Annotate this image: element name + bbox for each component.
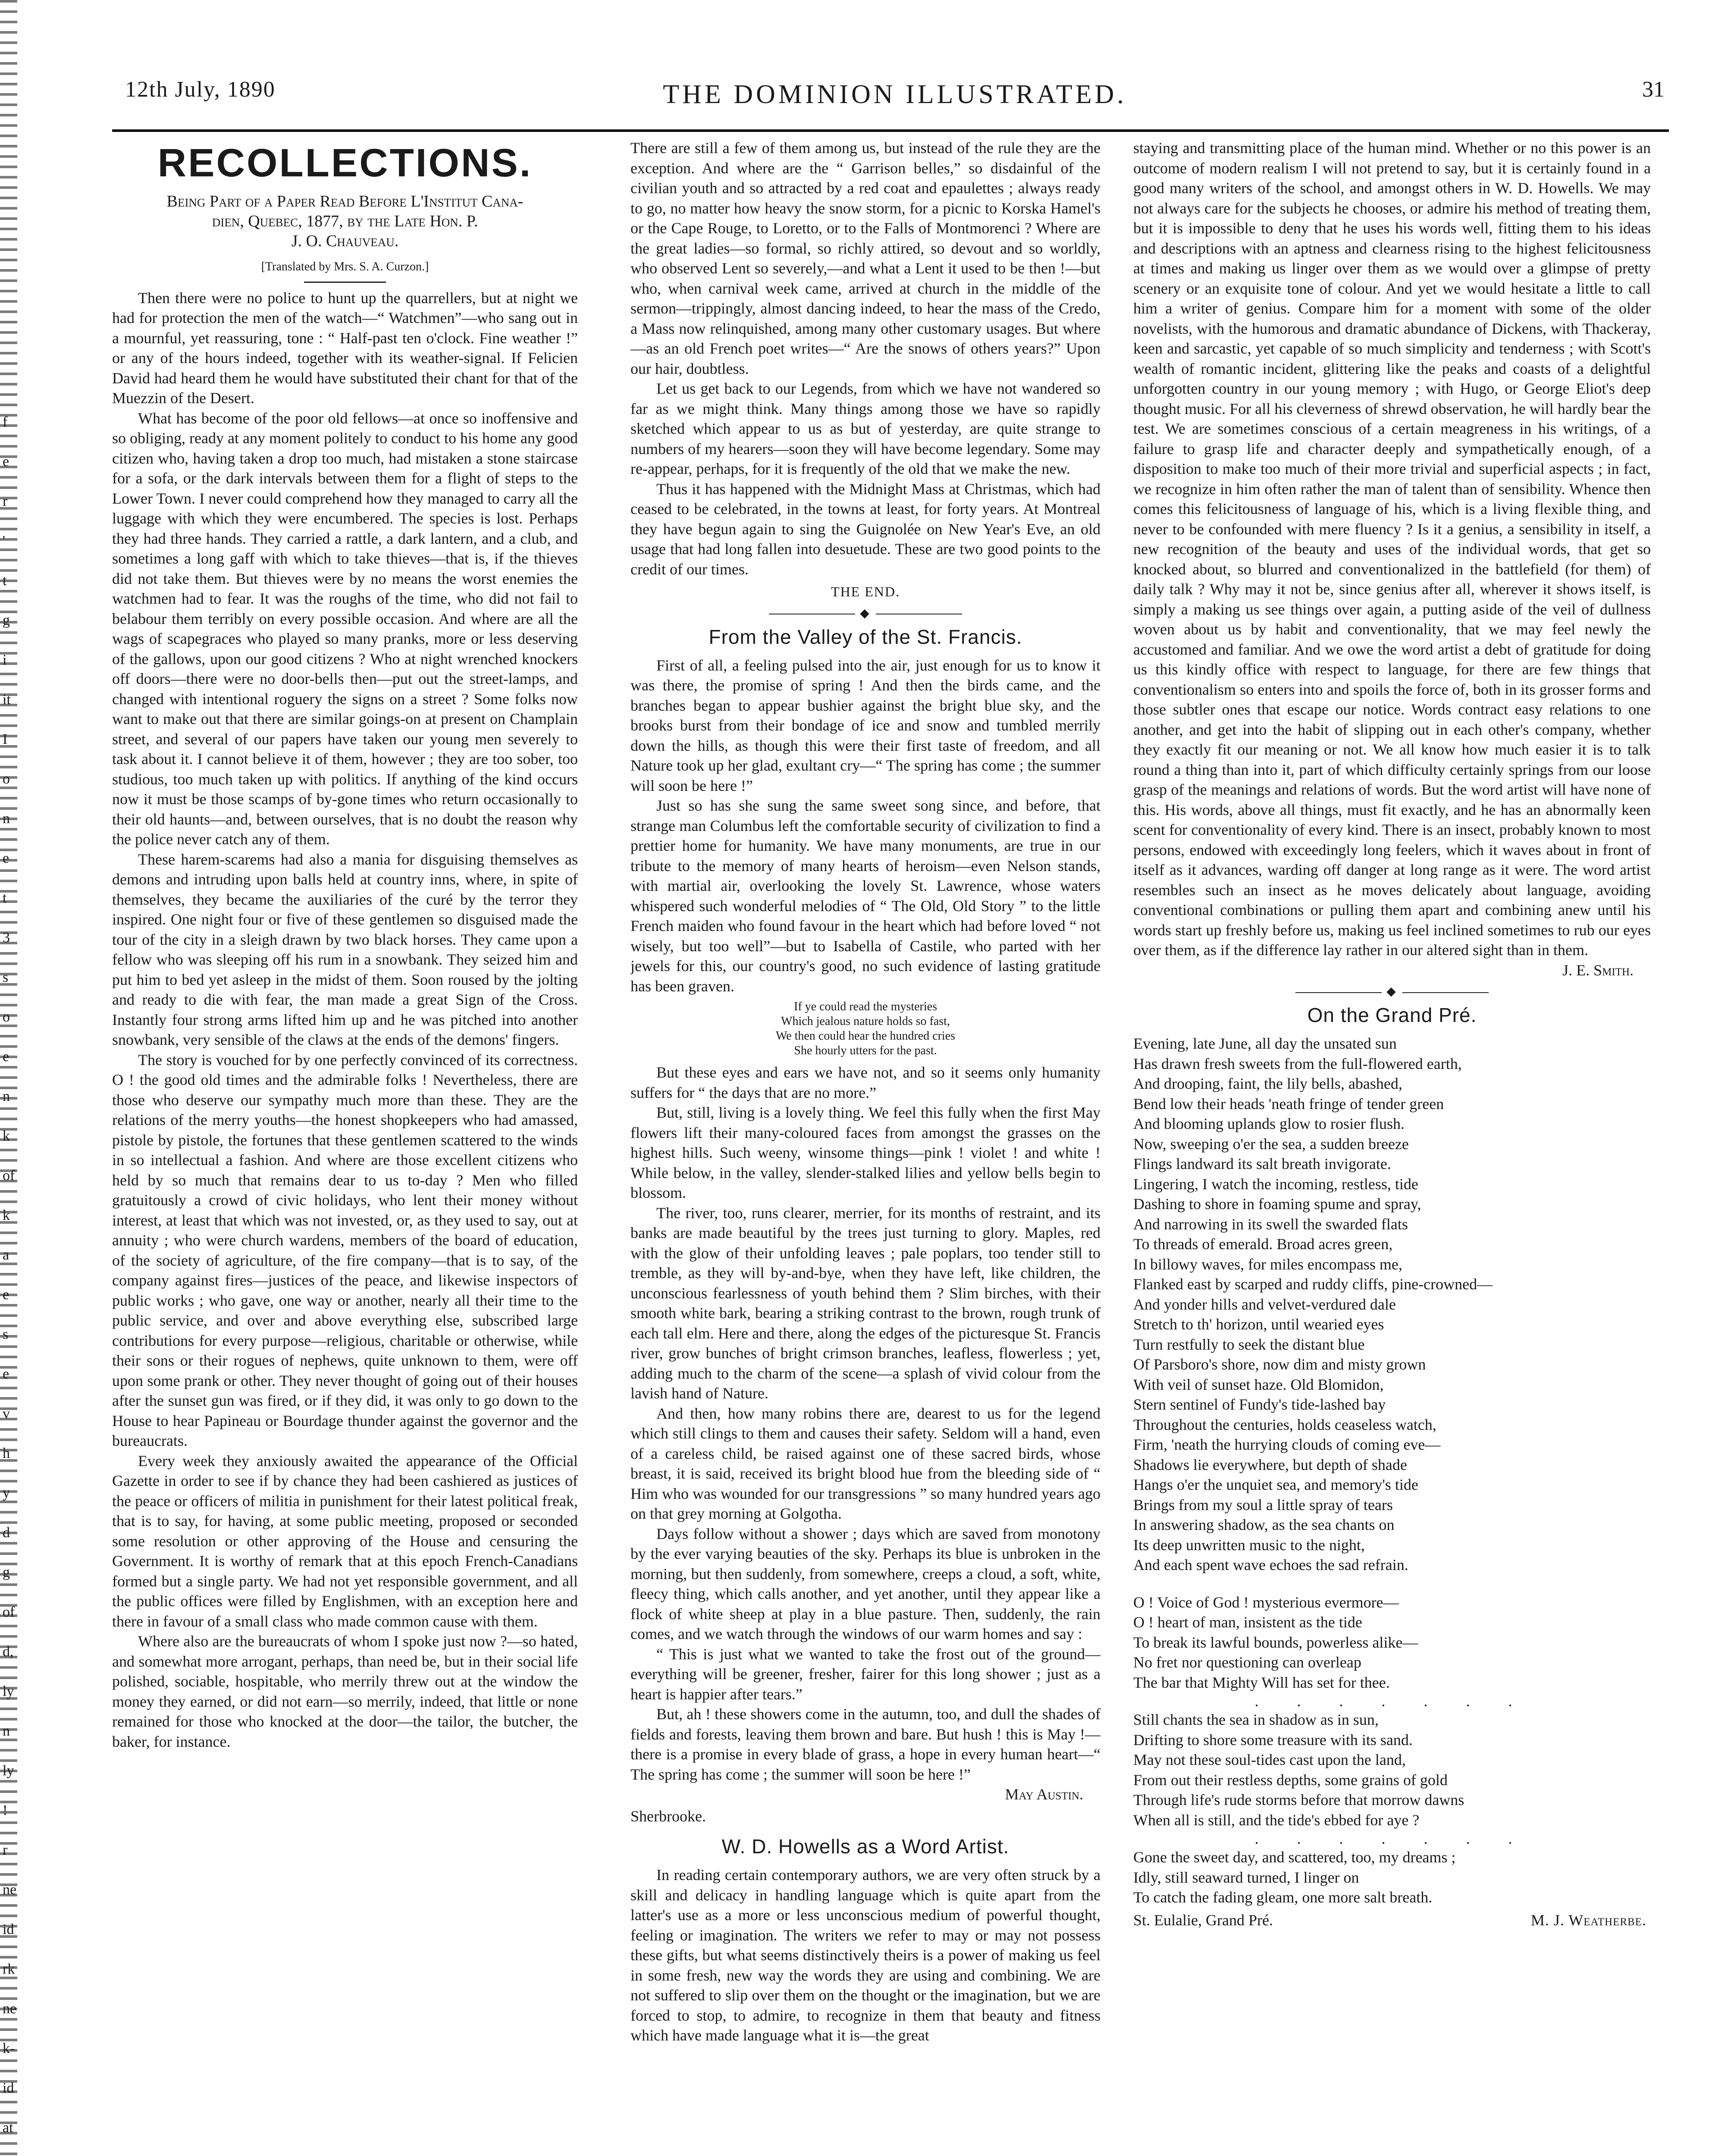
poem-line: To catch the fading gleam, one more salt breath.	[1133, 1889, 1433, 1906]
poem-line: Through life's rude storms before that morrow dawns	[1133, 1791, 1464, 1808]
poem-stanza-1	[1133, 1034, 1651, 1575]
margin-fragment: g	[3, 1564, 10, 1580]
poem-line: And yonder hills and velvet-verdured dale	[1133, 1295, 1396, 1313]
margin-fragment: r	[3, 1842, 8, 1858]
rule	[304, 282, 386, 283]
poem-line: Now, sweeping o'er the sea, a sudden breeze	[1133, 1135, 1409, 1153]
poem-stanza-3	[1133, 1710, 1651, 1830]
poem-line: Turn restfully to seek the distant blue	[1133, 1335, 1365, 1353]
poem-line: Its deep unwritten music to the night,	[1133, 1536, 1365, 1554]
margin-fragment: d,	[3, 1644, 14, 1660]
poem-signature	[1133, 1910, 1651, 1930]
margin-fragment: id	[3, 2080, 14, 2096]
margin-fragment: e	[3, 454, 9, 470]
poem-line: Hangs o'er the unquiet sea, and memory's tide	[1133, 1476, 1418, 1493]
margin-fragment: it	[3, 692, 11, 708]
margin-fragment: of	[3, 1604, 15, 1620]
column-2	[630, 138, 1101, 2156]
margin-fragment: of	[3, 1168, 15, 1184]
margin-fragment: n	[3, 811, 10, 827]
margin-fragment: n	[3, 1088, 10, 1104]
margin-fragment: at	[3, 2120, 13, 2136]
place-sherbrooke: Sherbrooke.	[630, 1807, 706, 1825]
masthead-title: THE DOMINION ILLUSTRATED.	[663, 80, 1127, 109]
poem-line: Gone the sweet day, and scattered, too, my dreams ;	[1133, 1849, 1456, 1866]
subtitle-line: J. O. Chauveau.	[291, 232, 399, 250]
ellipsis-dots: . . . . . . .	[1254, 1692, 1530, 1710]
author-may-austin: May Austin.	[1005, 1786, 1083, 1803]
margin-fragment: k	[3, 1128, 10, 1144]
paragraph: And then, how many robins there are, dearest to us for the legend which still clings to them and causes their safety. Seldom will a hand, even of a careless child, be raised against one of these sacred birds, whose breast, it is said, received its bright blood hue from the bleeding side of “ Him who was wounded for our transgressions ” so many hundred years ago on that grey morning at Golgotha.	[630, 1404, 1101, 1522]
poem-line: Shadows lie everywhere, but depth of shade	[1133, 1456, 1407, 1473]
margin-fragment: e	[3, 1049, 9, 1065]
quote-line: If ye could read the mysteries	[794, 1000, 937, 1013]
poem-line: Still chants the sea in shadow as in sun,	[1133, 1711, 1379, 1728]
paragraph: There are still a few of them among us, but instead of the rule they are the exception. And where are the “ Garrison belles,” so disdainful of the civilian youth and so attracted by a red coat and epaulettes ; always ready to go, no matter how heavy the snow storm, for a picnic to Korska Hamel's or the Cape Rouge, to Loretto, or to the Falls of Montmorenci ? Where are the great ladies—so formal, so richly attired, so devout and so worldly, who observed Lent so severely,—and what a Lent it used to be then !—but who, when carnival week came, arrived at church in the middle of the sermon—trippingly, almost dancing indeed, to hear the mass of the Credo, a Mass now relinquished, among many other customary usages. But where—as an old French poet writes—“ Are the snows of others years?” Upon our hair, doubtless.	[630, 139, 1101, 377]
paragraph: Days follow without a shower ; days which are saved from monotony by the ever varying beauties of the sky. Perhaps its blue is unbroken in the morning, but then suddenly, from somewhere, creeps a cloud, a soft, white, fleecy thing, which calls another, and yet another, until they appear like a flock of white sheep at play in a blue pasture. Then, suddenly, the rain comes, and we watch through the windows of our warm homes and say :	[630, 1525, 1101, 1642]
poem-line: Throughout the centuries, holds ceaseless watch,	[1133, 1416, 1436, 1433]
paragraph: The story is vouched for by one perfectly convinced of its correctness. O ! the good old times and the admirable folks ! Nevertheless, there are those who deserve our sympathy much more than these. They are the relations of the merry youths—the honest shopkeepers who had amassed, pistole by pistole, the fortunes that these gentlemen scattered to the winds in so intellectual a fashion. And where are those excellent citizens who held by so much that remains dear to us to-day ? Men who filled gratuitously a crowd of civic holidays, who lent their money without interest, at least that which was not invested, or, as they used to say, out at annuity ; who were church wardens, members of the board of education, of the society of agriculture, of the fire company—that is to say, of the company against fires—justices of the peace, and likewise inspectors of public works ; who gave, one way or another, nearly all their time to the public service, and over and above everything else, subscribed large contributions for every purpose—religious, charitable or otherwise, while their sons or their rogues of nephews, quite unknown to them, were off upon some prank or other. They never thought of going out of their houses after the sunset gun was fired, or if they did, it was only to go down to the House to hear Papineau or Bourdage thunder against the governor and the bureaucrats.	[112, 1051, 578, 1449]
margin-fragment: s	[3, 1326, 9, 1342]
poem-line: Stretch to th' horizon, until wearied eyes	[1133, 1316, 1384, 1333]
ornament-divider: ◆	[630, 604, 1101, 617]
poem-stanza-2	[1133, 1592, 1651, 1693]
poem-stanza-4	[1133, 1847, 1651, 1908]
poem-line: O ! heart of man, insistent as the tide	[1133, 1614, 1362, 1631]
paragraph: Just so has she sung the same sweet song since, and before, that strange man Columbus left the comfortable security of civilization to find a prettier home for humanity. We have many monuments, are true in our tribute to the memory of many hearts of heroism—even Nelson stands, with martial air, overlooking the lovely St. Lawrence, whose waters whispered such wonderful melodies of “ The Old, Old Story ” to the little French maiden who found favour in the heart which had before loved “ not wisely, but too well”—but to Isabella of Castile, who parted with her jewels for this, our country's good, no such evidence of lasting gratitude has been graven.	[630, 797, 1101, 995]
margin-fragment: e	[3, 1366, 9, 1382]
poem-line: When all is still, and the tide's ebbed for aye ?	[1133, 1811, 1420, 1829]
quote-line: She hourly utters for the past.	[794, 1044, 937, 1057]
poem-line: And each spent wave echoes the sad refrain.	[1133, 1556, 1408, 1573]
margin-fragment: s	[3, 969, 9, 985]
margin-fragment: k	[3, 1207, 10, 1223]
paragraph: These harem-scarems had also a mania for disguising themselves as demons and intruding upon balls held at country inns, where, in spite of themselves, they became the auxiliaries of the curé by the terror they inspired. One night four or five of these gentlemen so disguised made the tour of the city in a sleigh drawn by two black horses. They came upon a fellow who was sleeping off his rum in a snowbank. They seized him and put him to bed yet asleep in the midst of them. Soon roused by the jolting and ready to die with fear, the man made a great Sign of the Cross. Instantly four strong arms lifted him up and he was pitched into another snowbank, very sensible of the claws at the ends of the demons' fingers.	[112, 850, 578, 1048]
paragraph: Then there were no police to hunt up the quarrellers, but at night we had for protection the men of the watch—“ Watchmen”—who sang out in a mournful, yet reassuring, tone : “ Half-past ten o'clock. Fine weather !” or any of the hours indeed, together with its weather-signal. If Felicien David had heard them he would have substituted their chant for that of the Muezzin of the Desert.	[112, 289, 578, 407]
margin-fragment: ly	[3, 1763, 14, 1779]
margin-fragment: '	[3, 533, 6, 549]
paragraph: First of all, a feeling pulsed into the air, just enough for us to know it was there, the promise of spring ! And then the birds came, and the branches began to appear bushier against the bright blue sky, and the brooks burst from their bondage of ice and snow and tumbled merrily down the hills, as though this were their first taste of freedom, and all Nature took up her glad, exultant cry—“ The spring has come ; the summer will soon be here !”	[630, 656, 1101, 794]
poem-line: O ! Voice of God ! mysterious evermore—	[1133, 1593, 1399, 1611]
poem-line: May not these soul-tides cast upon the land,	[1133, 1751, 1406, 1768]
poem-line: In billowy waves, for miles encompass me,	[1133, 1255, 1402, 1273]
paragraph: But these eyes and ears we have not, and so it seems only humanity suffers for “ the days that are no more.”	[630, 1064, 1101, 1101]
margin-fragment: ly	[3, 1683, 14, 1699]
margin-fragment: t	[3, 573, 7, 589]
paragraph: What has become of the poor old fellows—at once so inoffensive and so obliging, ready at any moment politely to conduct to his home any good citizen who, having taken a drop too much, had mistaken a stone staircase for a sofa, or the dark intervals between them for a flight of steps to the Lower Town. I never could comprehend how they managed to carry all the luggage with which they were encumbered. The species is lost. Perhaps they had three hands. They carried a rattle, a dark lantern, and a club, and sometimes a long gaff with which to take thieves—that is, if the thieves did not take them. But thieves were by no means the worst enemies the watchmen had to fear. It was the roughs of the time, who did not fail to belabour them terribly on every possible occasion. And where are all the wags of scapegraces who played so many pranks, more or less deserving of the gallows, upon our good citizens ? Who at night wrenched knockers off doors—there were no door-bells then—put out the street-lamps, and changed with intentional roguery the signs on a street ? Some folks now want to make out that there are similar goings-on at present on Champlain street, and several of our papers have taken our young men severely to task about it. I cannot believe it of them, however ; they are too sober, too studious, too much taken up with politics. If anything of the kind occurs now it must be those scamps of by-gone times who return occasionally to their old haunts—and, between ourselves, that is no doubt the reason why the police never catch any of them.	[112, 409, 578, 848]
translator-note: [Translated by Mrs. S. A. Curzon.]	[261, 260, 429, 273]
column-3	[1133, 138, 1651, 2156]
poem-line: Brings from my soul a little spray of tears	[1133, 1496, 1393, 1514]
poem-line: Firm, 'neath the hurrying clouds of coming eve—	[1133, 1436, 1441, 1453]
margin-fragment: f	[3, 414, 8, 430]
margin-fragment: I	[3, 731, 8, 747]
poem-line: No fret nor questioning can overleap	[1133, 1654, 1361, 1671]
poem-line: To threads of emerald. Broad acres green,	[1133, 1235, 1393, 1253]
poem-line: Has drawn fresh sweets from the full-flowered earth,	[1133, 1055, 1462, 1072]
paragraph: Let us get back to our Legends, from which we have not wandered so far as we might think. Many things among those we have so rapidly sketched which appear to us as but of yesterday, are quite strange to numbers of my hearers—soon they will have become legendary. Some may re-appear, perhaps, for it is frequently of the old that we make the new.	[630, 380, 1101, 477]
verse-quote	[630, 1000, 1101, 1058]
margin-fragment: n	[3, 1723, 10, 1739]
left-margin-bleed	[0, 0, 17, 2156]
margin-fragment: i	[3, 652, 7, 668]
header-date: 12th July, 1890	[125, 77, 276, 102]
paragraph: But, still, living is a lovely thing. We feel this fully when the first May flowers lift their many-coloured faces from amongst the grasses on the highest hills. Such weeny, winsome things—pink ! violet ! and white ! While below, in the valley, slender-stalked lilies and yellow bells begin to blossom.	[630, 1104, 1101, 1201]
poem-line: Flanked east by scarped and ruddy cliffs, pine-crowned—	[1133, 1275, 1493, 1293]
margin-fragment: ne	[3, 1882, 17, 1898]
poem-line: Stern sentinel of Fundy's tide-lashed bay	[1133, 1396, 1386, 1413]
margin-fragment: a	[3, 1247, 9, 1263]
place-st-eulalie: St. Eulalie, Grand Pré.	[1133, 1911, 1273, 1929]
poem-line: And blooming uplands glow to rosier flush.	[1133, 1115, 1405, 1132]
poem-line: Dashing to shore in foaming spume and spray,	[1133, 1195, 1421, 1213]
poem-line: To break its lawful bounds, powerless alike—	[1133, 1633, 1418, 1651]
poem-line: With veil of sunset haze. Old Blomidon,	[1133, 1376, 1384, 1393]
paragraph: “ This is just what we wanted to take the frost out of the ground—everything will be greener, fresher, fairer for this long shower ; just as a heart is happier after tears.”	[630, 1645, 1101, 1703]
article-title-st-francis: From the Valley of the St. Francis.	[709, 625, 1022, 648]
poem-line: From out their restless depths, some grains of gold	[1133, 1771, 1448, 1789]
margin-fragment: g	[3, 612, 10, 628]
subtitle-line: Being Part of a Paper Read Before L'Institut Cana-	[166, 192, 524, 210]
poem-line: Evening, late June, all day the unsated sun	[1133, 1035, 1397, 1052]
margin-fragment: !	[3, 1802, 8, 1818]
margin-fragment: e	[3, 850, 9, 866]
page-number: 31	[1642, 77, 1665, 102]
margin-fragment: h	[3, 1445, 10, 1461]
poem-line: And drooping, faint, the lily bells, abashed,	[1133, 1075, 1402, 1092]
poem-line: The bar that Mighty Will has set for thee.	[1133, 1673, 1390, 1691]
article-subtitle	[129, 191, 561, 251]
poem-line: Idly, still seaward turned, I linger on	[1133, 1868, 1359, 1886]
quote-line: Which jealous nature holds so fast,	[781, 1015, 950, 1028]
margin-fragment: id	[3, 1921, 14, 1937]
header-rule	[112, 129, 1669, 132]
the-end: THE END.	[831, 584, 900, 599]
paragraph: Every week they anxiously awaited the appearance of the Official Gazette in order to see if by chance they had been cashiered as justices of the peace or officers of militia in punishment for their latest political freak, that is to say, for having, at some public meeting, proposed or seconded some resolution or other approving of the House and censuring the Government. It is worthy of remark that at this epoch French-Canadians formed but a single party. We had not yet responsible government, and all the public offices were filled by Englishmen, with an exception here and there in favour of a small class who made common cause with them.	[112, 1452, 578, 1630]
margin-fragment: t	[3, 890, 7, 906]
margin-fragment: e	[3, 1287, 9, 1303]
margin-fragment: 3	[3, 930, 10, 946]
margin-fragment: o	[3, 771, 10, 787]
paragraph: Thus it has happened with the Midnight Mass at Christmas, which had ceased to be celebrated, in the towns at least, for forty years. At Montreal they have begun again to sing the Guignolée on New Year's Eve, an old usage that had long fallen into desuetude. These are two good points to the credit of our times.	[630, 480, 1101, 578]
margin-fragment: o	[3, 1009, 10, 1025]
paragraph: But, ah ! these showers come in the autumn, too, and dull the shades of fields and forests, leaving them brown and bare. But hush ! this is May !—there is a promise in every blade of grass, a hope in every human heart—“ The spring has come ; the summer will soon be here !”	[630, 1705, 1101, 1783]
poem-line: Flings landward its salt breath invigorate.	[1133, 1155, 1391, 1172]
margin-fragment: rk	[3, 1961, 15, 1977]
margin-fragment: ne	[3, 2001, 17, 2017]
poem-line: In answering shadow, as the sea chants on	[1133, 1516, 1395, 1533]
author-j-e-smith: J. E. Smith.	[1562, 961, 1634, 979]
poem-title-grand-pre: On the Grand Pré.	[1307, 1004, 1477, 1026]
paragraph: The river, too, runs clearer, merrier, for its months of restraint, and its banks are made beautiful by the trees just turning to glory. Maples, red with the glow of their unfolding leaves ; pale poplars, too tender still to tremble, as they will by-and-bye, when they have left, like children, the unconscious fearlessness of youth behind them ? Slim birches, with their smooth white bark, bearing a striking contrast to the brown, rough trunk of each tall elm. Here and there, along the edges of the picturesque St. Francis river, grow bunches of bright crimson branches, leafless, flowerless ; yet, adding much to the charm of the scene—a splash of vivid colour from the lavish hand of Nature.	[630, 1204, 1101, 1402]
subtitle-line: dien, Quebec, 1877, by the Late Hon. P.	[212, 212, 478, 230]
ellipsis-dots: . . . . . . .	[1254, 1830, 1530, 1847]
margin-fragment: k-	[3, 2040, 15, 2056]
margin-fragment: v	[3, 1406, 10, 1422]
ornament-divider: ◆	[1133, 982, 1651, 995]
margin-fragment: d	[3, 1525, 10, 1541]
margin-fragment: y	[3, 1485, 10, 1501]
poem-line: And narrowing in its swell the swarded flats	[1133, 1215, 1408, 1233]
article-title-howells: W. D. Howells as a Word Artist.	[721, 1835, 1010, 1858]
paragraph: Where also are the bureaucrats of whom I spoke just now ?—so hated, and somewhat more arrogant, perhaps, than need be, but in their social life polished, sociable, hospitable, who merrily threw out at the window the money they earned, or did not earn—so merrily, indeed, that little or none remained for those who knocked at the door—the tailor, the butcher, the baker, for instance.	[112, 1633, 578, 1750]
article-title-recollections: RECOLLECTIONS.	[157, 141, 533, 185]
margin-fragment: r	[3, 493, 8, 509]
quote-line: We then could hear the hundred cries	[775, 1029, 956, 1043]
poem-line: Bend low their heads 'neath fringe of tender green	[1133, 1095, 1444, 1112]
paragraph-continued: staying and transmitting place of the human mind. Whether or no this power is an outcome of modern realism I will not pretend to say, but it is certainly found in a good many writers of the school, and amongst others in W. D. Howells. We may not always care for the subjects he chooses, or admire his method of treating them, but it is impossible to deny that he uses his words well, fitting them to his ideas and descriptions with an aptness and clearness rising to the highest felicitousness at times and making us linger over them as we would over a glimpse of pretty scenery or an exquisite tone of colour. And yet we would hesitate a little to call him a writer of genius. Compare him for a moment with some of the older novelists, with the humorous and dramatic abundance of Dickens, with Thackeray, keen and sarcastic, yet capable of so much simplicity and tenderness ; with Scott's wealth of romantic incident, glittering like the peaks and coasts of a delightful unforgotten country in our young memory ; with Hugo, or George Eliot's deep thought music. For all his cleverness of shrewd observation, he will hardly bear the test. We are sometimes conscious of a certain meagreness in his writings, of a failure to grasp life and character deeply and sympathetically enough, of a disposition to make too much of their more trivial and superficial aspects ; in fact, we recognize in him often rather the man of talent than of sensibility. Whence then comes this felicitousness of language of his, which is a living flexible thing, and never to be confounded with mere fluency ? Is it a genius, a sensibility in itself, a new recognition of the beauty and uses of the individual words, that get so knocked about, so blurred and conventionalized in the battlefield (for them) of daily talk ? Why may it not be, since genius after all, wherever it shows itself, is simply a making us see things over again, a putting aside of the veil of dullness woven about us by habit and conventionality, that we may feel newly the accustomed and familiar. And we owe the word artist a debt of gratitude for doing us this kindly office with respect to language, for there are few things that conventionalism so enters into and spoils the force of, both in its grosser forms and those subtler ones that escape our notice. Words contract easy relations to one another, and get into the habit of slipping out in each other's company, whether they exactly fit our meaning or not. We all know how much easier it is to talk round a thing than into it, part of which difficulty certainly springs from our loose grasp of the meanings and relations of words. But the word artist will have none of this. His words, above all things, must fit exactly, and he has an abnormally keen scent for conventionality of every kind. There is an insect, probably known to most persons, endowed with exceedingly long feelers, which it waves about in front of itself as it advances, warding off danger at long range as it were. The word artist resembles such an insect as he moves delicately about language, avoiding conventional combinations or pulling them apart and combining anew until his words start up freshly before us, making us feel inclined sometimes to rub our eyes over them, as if the difference lay rather in our altered sight than in them.	[1133, 139, 1651, 959]
poem-line: Lingering, I watch the incoming, restless, tide	[1133, 1175, 1418, 1193]
poem-line: Drifting to shore some treasure with its sand.	[1133, 1731, 1413, 1749]
author-weatherbe: M. J. Weatherbe.	[1530, 1911, 1646, 1929]
poem-line: Of Parsboro's shore, now dim and misty grown	[1133, 1356, 1426, 1373]
page-header	[125, 77, 1665, 128]
paragraph: In reading certain contemporary authors, we are very often struck by a skill and delicacy in handling language which is quite apart from the latter's use as a more or less unconscious medium of powerful thought, feeling or imagination. The writers we refer to may or may not possess these gifts, but what seems distinctively theirs is a power of making us feel in some fresh, new way the words they are using and combining. We are not suffered to slip over them on the thought or the imagination, but we are forced to stop, to admire, to recognize in them that beauty and fitness which have made language what it is—the great	[630, 1866, 1101, 2044]
column-1	[112, 138, 578, 2156]
